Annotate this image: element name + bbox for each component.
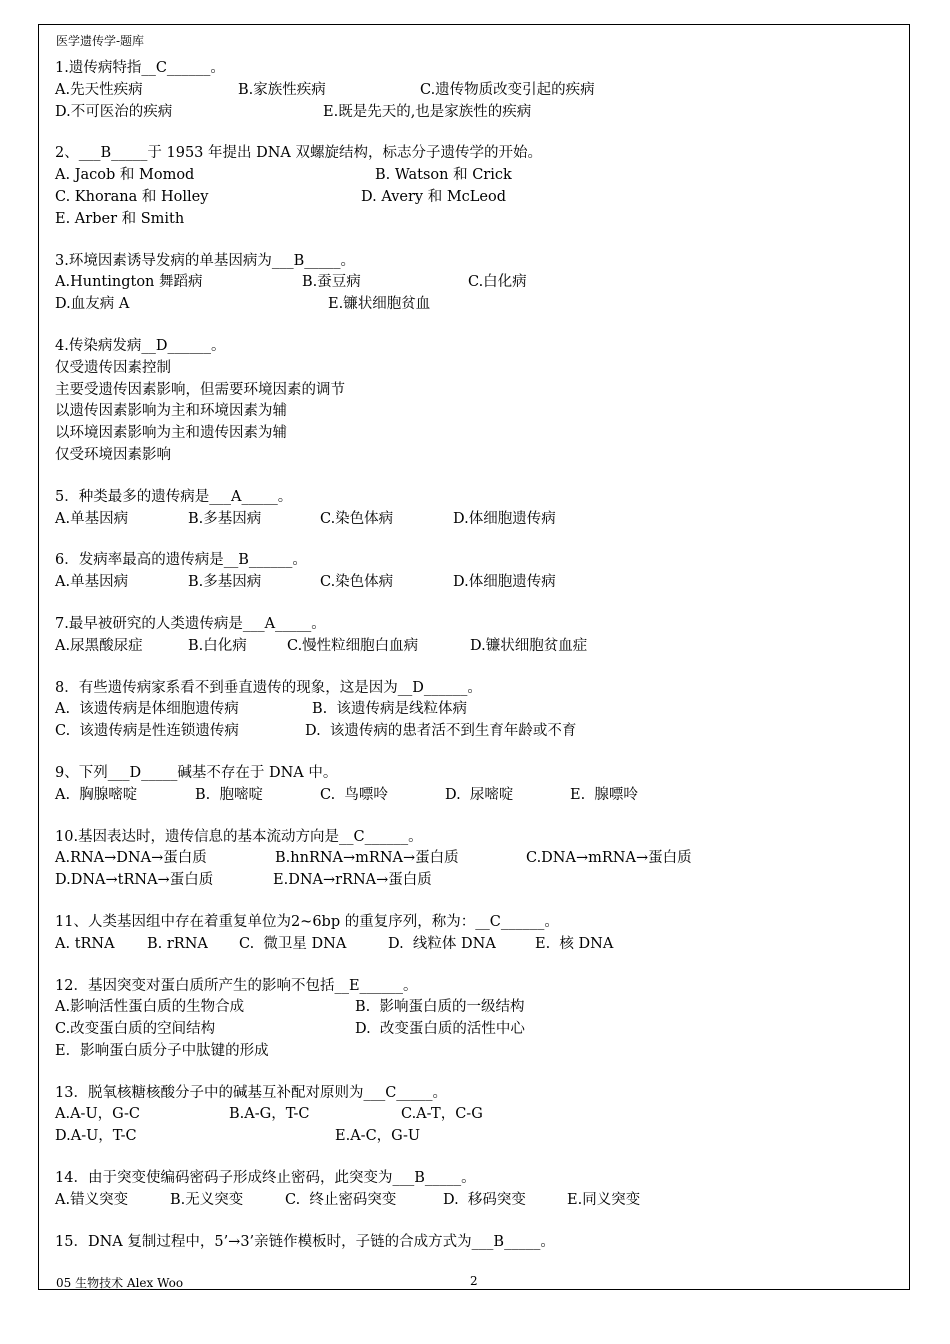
option-text: C. 微卫星 DNA xyxy=(239,935,347,952)
option-text: E.既是先天的,也是家族性的疾病 xyxy=(323,103,532,120)
option-text: E. 核 DNA xyxy=(535,935,614,952)
option-text: C.遗传物质改变引起的疾病 xyxy=(420,81,595,98)
question-15 xyxy=(55,1232,895,1254)
option-text: A.错义突变 xyxy=(55,1191,129,1208)
option-text: E.镰状细胞贫血 xyxy=(328,296,431,313)
option-text: A.影响活性蛋白质的生物合成 xyxy=(55,999,245,1016)
question-stem xyxy=(55,1232,895,1254)
question-stem xyxy=(55,550,895,572)
option-text: C. Khorana 和 Holley xyxy=(55,188,209,205)
option-text: D.镰状细胞贫血症 xyxy=(470,637,588,654)
option-text: D.不可医治的疾病 xyxy=(55,103,173,120)
option-text: A.Huntington 舞蹈病 xyxy=(55,274,203,291)
option-text: B.多基因病 xyxy=(188,574,262,591)
question-13 xyxy=(55,1083,895,1148)
option-text: C.染色体病 xyxy=(320,510,394,527)
question-stem xyxy=(55,1168,895,1190)
option-text: B. 影响蛋白质的一级结构 xyxy=(355,999,525,1016)
question-7 xyxy=(55,614,895,658)
option-text: A.RNA→DNA→蛋白质 xyxy=(55,850,207,867)
question-stem xyxy=(55,143,895,165)
option-text: B.无义突变 xyxy=(170,1191,244,1208)
option-text: A. 该遗传病是体细胞遗传病 xyxy=(55,701,239,718)
question-stem xyxy=(55,763,895,785)
option-text: E. Arber 和 Smith xyxy=(55,210,185,227)
answer-options xyxy=(55,187,895,209)
answer-options xyxy=(55,870,895,892)
question-stem xyxy=(55,912,895,934)
question-8 xyxy=(55,678,895,743)
question-text: 4.传染病发病__D______。 xyxy=(55,337,226,354)
option-text: D.体细胞遗传病 xyxy=(453,510,556,527)
answer-options xyxy=(55,721,895,743)
option-text: D.A-U，T-C xyxy=(55,1128,137,1145)
option-text: A.A-U，G-C xyxy=(55,1106,141,1123)
option-text: D. Avery 和 McLeod xyxy=(361,188,507,205)
answer-options xyxy=(55,80,895,102)
answer-options xyxy=(55,1041,895,1063)
answer-options xyxy=(55,1126,895,1148)
question-4 xyxy=(55,336,895,467)
option-text: C.DNA→mRNA→蛋白质 xyxy=(526,850,692,867)
answer-options xyxy=(55,934,895,956)
answer-options xyxy=(55,699,895,721)
option-text: B.A-G，T-C xyxy=(229,1106,310,1123)
option-text: A. tRNA xyxy=(55,935,115,952)
question-14 xyxy=(55,1168,895,1212)
question-stem xyxy=(55,976,895,998)
answer-options xyxy=(55,848,895,870)
question-stem xyxy=(55,1083,895,1105)
option-text: D. 尿嘧啶 xyxy=(445,786,514,803)
question-list xyxy=(55,58,895,1273)
question-6 xyxy=(55,550,895,594)
option-text: B. 该遗传病是线粒体病 xyxy=(312,701,467,718)
question-stem xyxy=(55,251,895,273)
option-text: 以环境因素影响为主和遗传因素为辅 xyxy=(55,425,287,442)
option-text: A.先天性疾病 xyxy=(55,81,143,98)
question-11 xyxy=(55,912,895,956)
question-text: 10.基因表达时，遗传信息的基本流动方向是__C______。 xyxy=(55,828,423,845)
option-text: E.同义突变 xyxy=(567,1191,641,1208)
question-stem xyxy=(55,336,895,358)
option-text: B. rRNA xyxy=(147,935,208,952)
question-12 xyxy=(55,976,895,1063)
option-text: A.尿黑酸尿症 xyxy=(55,637,143,654)
option-text: A.单基因病 xyxy=(55,574,129,591)
answer-options xyxy=(55,636,895,658)
question-text: 5．种类最多的遗传病是___A_____。 xyxy=(55,488,293,505)
question-stem xyxy=(55,827,895,849)
option-text: B. Watson 和 Crick xyxy=(375,167,512,184)
question-1 xyxy=(55,58,895,123)
question-stem xyxy=(55,487,895,509)
option-text: C.改变蛋白质的空间结构 xyxy=(55,1021,216,1038)
option-text: C.染色体病 xyxy=(320,574,394,591)
question-text: 14．由于突变使编码密码子形成终止密码，此突变为___B_____。 xyxy=(55,1170,476,1187)
question-stem xyxy=(55,614,895,636)
page-header: 医学遗传学-题库 xyxy=(56,34,145,48)
answer-options xyxy=(55,1019,895,1041)
option-text: C. 该遗传病是性连锁遗传病 xyxy=(55,723,239,740)
option-text: E.DNA→rRNA→蛋白质 xyxy=(273,872,432,889)
answer-options xyxy=(55,572,895,594)
answer-options xyxy=(55,380,895,402)
option-text: B.hnRNA→mRNA→蛋白质 xyxy=(275,850,459,867)
question-text: 9、下列___D_____碱基不存在于 DNA 中。 xyxy=(55,764,338,781)
answer-options xyxy=(55,785,895,807)
option-text: A.单基因病 xyxy=(55,510,129,527)
answer-options xyxy=(55,1190,895,1212)
option-text: B.蚕豆病 xyxy=(302,274,361,291)
answer-options xyxy=(55,423,895,445)
answer-options xyxy=(55,102,895,124)
answer-options xyxy=(55,209,895,231)
answer-options xyxy=(55,294,895,316)
question-text: 3.环境因素诱导发病的单基因病为___B_____。 xyxy=(55,252,355,269)
question-9 xyxy=(55,763,895,807)
question-text: 8．有些遗传病家系看不到垂直遗传的现象，这是因为__D______。 xyxy=(55,679,482,696)
question-10 xyxy=(55,827,895,892)
question-text: 2、___B_____于 1953 年提出 DNA 双螺旋结构，标志分子遗传学的开始。 xyxy=(55,145,543,162)
question-stem xyxy=(55,678,895,700)
option-text: C.白化病 xyxy=(468,274,527,291)
option-text: A. Jacob 和 Momod xyxy=(55,167,195,184)
question-2 xyxy=(55,143,895,230)
option-text: D. 改变蛋白质的活性中心 xyxy=(355,1021,525,1038)
answer-options xyxy=(55,358,895,380)
option-text: C. 终止密码突变 xyxy=(285,1191,397,1208)
question-text: 13．脱氧核糖核酸分子中的碱基互补配对原则为___C_____。 xyxy=(55,1084,448,1101)
option-text: D.血友病 A xyxy=(55,296,130,313)
option-text: 以遗传因素影响为主和环境因素为辅 xyxy=(55,403,287,420)
answer-options xyxy=(55,1104,895,1126)
question-text: 11、人类基因组中存在着重复单位为2~6bp 的重复序列，称为：__C______。 xyxy=(55,913,559,930)
question-text: 6．发病率最高的遗传病是__B______。 xyxy=(55,552,307,569)
option-text: B.家族性疾病 xyxy=(238,81,326,98)
option-text: A. 胸腺嘧啶 xyxy=(55,786,138,803)
answer-options xyxy=(55,401,895,423)
question-3 xyxy=(55,251,895,316)
option-text: E.A-C，G-U xyxy=(335,1128,421,1145)
option-text: B.白化病 xyxy=(188,637,247,654)
option-text: D. 该遗传病的患者活不到生育年龄或不育 xyxy=(305,723,577,740)
option-text: C. 鸟嘌呤 xyxy=(320,786,388,803)
answer-options xyxy=(55,272,895,294)
answer-options xyxy=(55,509,895,531)
option-text: C.慢性粒细胞白血病 xyxy=(287,637,419,654)
question-text: 7.最早被研究的人类遗传病是___A_____。 xyxy=(55,615,326,632)
option-text: 仅受环境因素影响 xyxy=(55,446,171,463)
option-text: B.多基因病 xyxy=(188,510,262,527)
question-text: 12．基因突变对蛋白质所产生的影响不包括__E______。 xyxy=(55,977,418,994)
option-text: D.体细胞遗传病 xyxy=(453,574,556,591)
option-text: D. 移码突变 xyxy=(443,1191,526,1208)
option-text: B. 胞嘧啶 xyxy=(195,786,263,803)
question-5 xyxy=(55,487,895,531)
option-text: E. 腺嘌呤 xyxy=(570,786,638,803)
answer-options xyxy=(55,997,895,1019)
page-footer: 05 生物技术 Alex Woo xyxy=(56,1276,184,1290)
option-text: E．影响蛋白质分子中肽键的形成 xyxy=(55,1042,269,1059)
option-text: 仅受遗传因素控制 xyxy=(55,359,171,376)
answer-options xyxy=(55,165,895,187)
option-text: D. 线粒体 DNA xyxy=(388,935,496,952)
option-text: 主要受遗传因素影响，但需要环境因素的调节 xyxy=(55,381,345,398)
page-number: 2 xyxy=(470,1274,478,1288)
question-stem xyxy=(55,58,895,80)
option-text: C.A-T，C-G xyxy=(401,1106,483,1123)
question-text: 1.遗传病特指__C______。 xyxy=(55,60,225,76)
answer-options xyxy=(55,445,895,467)
option-text: D.DNA→tRNA→蛋白质 xyxy=(55,872,214,889)
question-text: 15．DNA 复制过程中，5’→3’亲链作模板时，子链的合成方式为___B_____。 xyxy=(55,1233,555,1250)
